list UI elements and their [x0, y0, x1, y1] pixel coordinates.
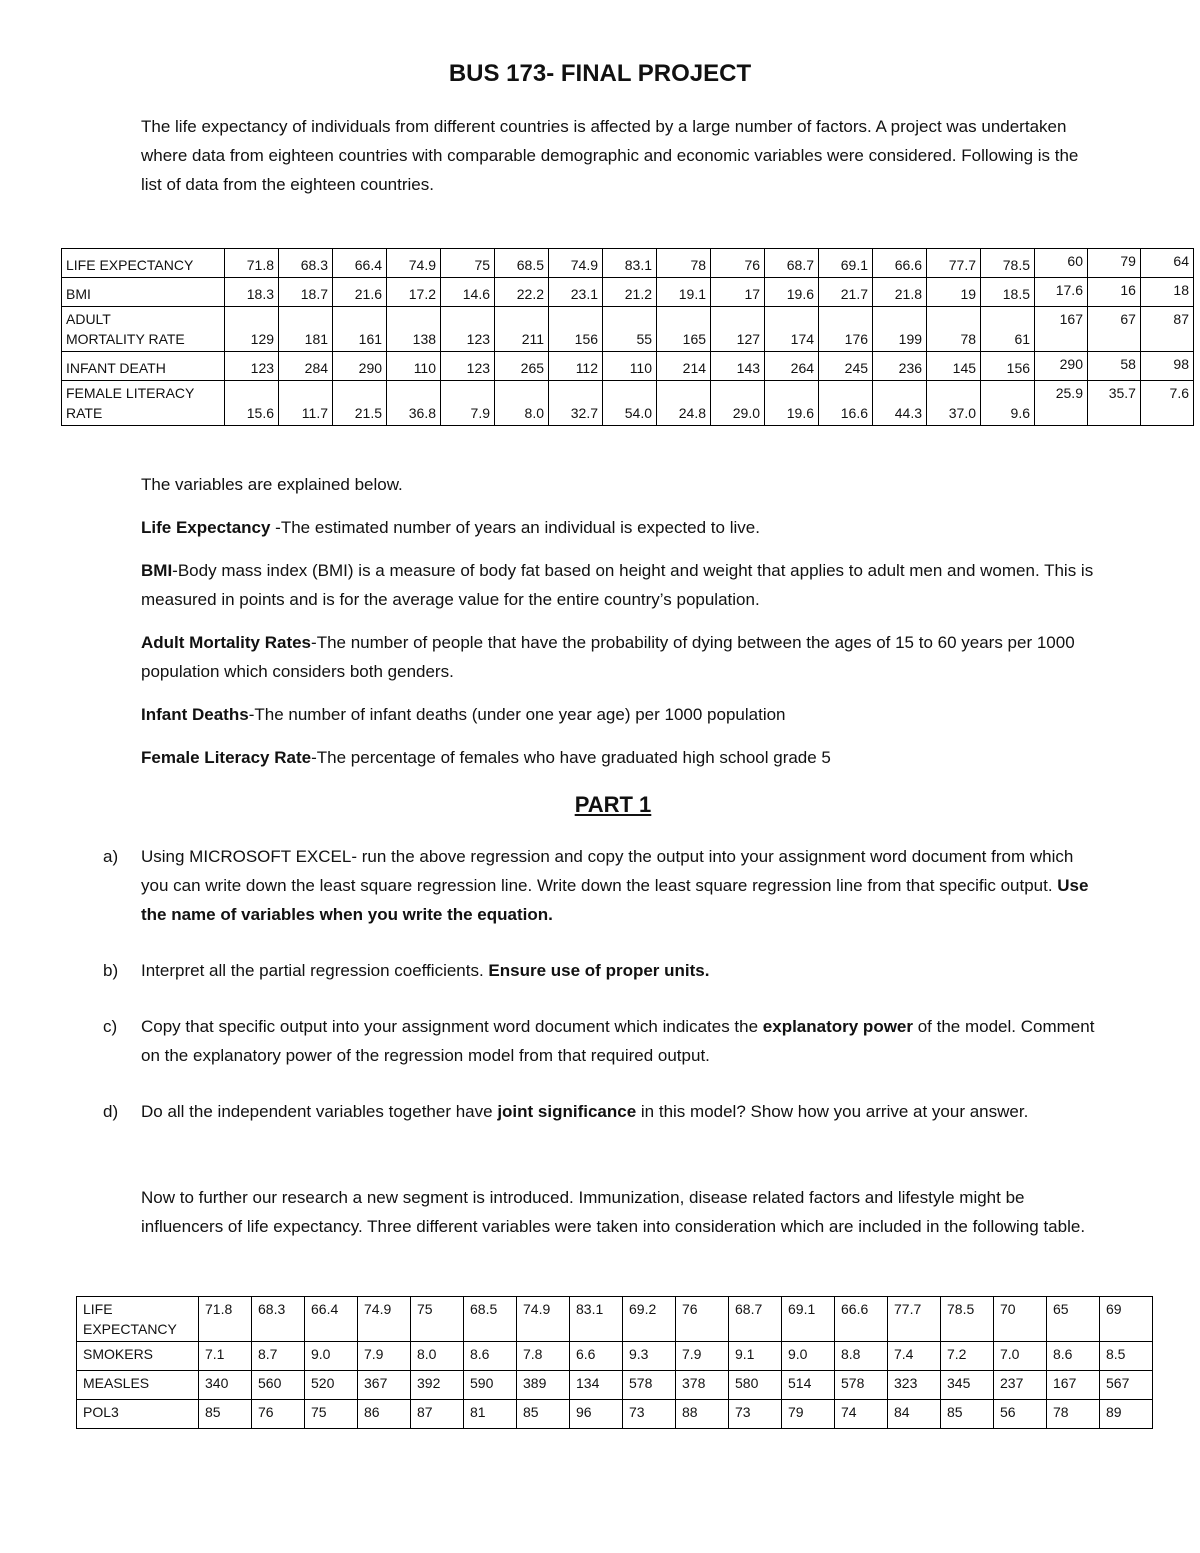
table-cell: 290 [333, 352, 387, 381]
table-cell: 110 [603, 352, 657, 381]
table-cell: 8.6 [1047, 1342, 1100, 1371]
question-letter: c) [103, 1017, 118, 1036]
table-cell: 68.7 [729, 1297, 782, 1342]
table-cell: 98 [1140, 352, 1193, 381]
table-cell: 76 [252, 1400, 305, 1429]
table-cell: 8.0 [495, 381, 549, 426]
row-label-line: FEMALE LITERACY [66, 385, 195, 401]
table-cell: 138 [387, 307, 441, 352]
question-text: in this model? Show how you arrive at your answer. [636, 1102, 1029, 1121]
row-label [62, 307, 225, 352]
table-cell: 69.2 [623, 1297, 676, 1342]
table-cell: 8.6 [464, 1342, 517, 1371]
question-list [103, 842, 1103, 1153]
question-emphasis: joint significance [497, 1102, 637, 1121]
definition-term: BMI [141, 561, 173, 580]
part-heading: PART 1 [574, 792, 652, 817]
table-cell: 174 [765, 307, 819, 352]
table-cell: 7.9 [441, 381, 495, 426]
table-cell: 9.6 [981, 381, 1035, 426]
table-cell: 74.9 [549, 249, 603, 278]
definition-text: The number of people that have the probability of dying between the ages of 15 to 60 years per 1000 population which considers both genders. [141, 633, 1075, 681]
table-cell: 8.5 [1100, 1342, 1153, 1371]
table-cell: 265 [495, 352, 549, 381]
table-cell: 236 [873, 352, 927, 381]
table-cell: 18.5 [981, 278, 1035, 307]
table-cell: 19.1 [657, 278, 711, 307]
table-cell: 18 [1140, 278, 1193, 307]
table-cell: 176 [819, 307, 873, 352]
table-cell: 86 [358, 1400, 411, 1429]
table-cell: 19 [927, 278, 981, 307]
immunization-data-table [76, 1296, 1153, 1429]
table-cell: 32.7 [549, 381, 603, 426]
table-cell: 123 [441, 307, 495, 352]
table-cell: 340 [199, 1371, 252, 1400]
definition-text: The number of infant deaths (under one year age) per 1000 population [254, 705, 786, 724]
table-cell: 21.8 [873, 278, 927, 307]
table-cell: 74.9 [517, 1297, 570, 1342]
table-cell: 68.3 [279, 249, 333, 278]
row-label [62, 381, 225, 426]
table-cell: 578 [835, 1371, 888, 1400]
table-cell: 165 [657, 307, 711, 352]
table-cell: 7.6 [1140, 381, 1193, 426]
table-cell: 560 [252, 1371, 305, 1400]
table-cell: 74 [835, 1400, 888, 1429]
table-cell: 21.6 [333, 278, 387, 307]
table-cell: 84 [888, 1400, 941, 1429]
table-cell: 15.6 [225, 381, 279, 426]
table-cell: 68.5 [495, 249, 549, 278]
definition-text: Body mass index (BMI) is a measure of body fat based on height and weight that applies to adult men and women. This is measured in points and is for the average value for the entire country’s population. [141, 561, 1094, 609]
table-cell: 11.7 [279, 381, 333, 426]
table-cell: 96 [570, 1400, 623, 1429]
table-cell: 112 [549, 352, 603, 381]
table-cell: 74.9 [358, 1297, 411, 1342]
table-cell: 578 [623, 1371, 676, 1400]
row-label: INFANT DEATH [62, 352, 225, 381]
table-row [62, 352, 1194, 381]
table-cell: 79 [1087, 249, 1140, 278]
table-cell: 78.5 [941, 1297, 994, 1342]
definition-term: Female Literacy Rate [141, 748, 312, 767]
table-cell: 6.6 [570, 1342, 623, 1371]
table-cell: 345 [941, 1371, 994, 1400]
table-cell: 16 [1087, 278, 1140, 307]
page-title: BUS 173- FINAL PROJECT [448, 60, 752, 87]
table-cell: 85 [517, 1400, 570, 1429]
definition [141, 743, 1101, 772]
table-cell: 17.6 [1035, 278, 1088, 307]
table-cell: 21.2 [603, 278, 657, 307]
table-cell: 89 [1100, 1400, 1153, 1429]
table-cell: 25.9 [1035, 381, 1088, 426]
table-cell: 87 [411, 1400, 464, 1429]
table-cell: 69.1 [819, 249, 873, 278]
table-cell: 83.1 [603, 249, 657, 278]
table-cell: 74.9 [387, 249, 441, 278]
table-cell: 37.0 [927, 381, 981, 426]
row-label: SMOKERS [77, 1342, 199, 1371]
table-row [77, 1400, 1153, 1429]
definition-text: The percentage of females who have graduated high school grade 5 [316, 748, 831, 767]
table-cell: 75 [411, 1297, 464, 1342]
table-cell: 66.6 [873, 249, 927, 278]
table-cell: 21.7 [819, 278, 873, 307]
variables-intro: The variables are explained below. [141, 475, 403, 494]
table-cell: 83.1 [570, 1297, 623, 1342]
table-cell: 23.1 [549, 278, 603, 307]
table-cell: 7.0 [994, 1342, 1047, 1371]
table-cell: 76 [711, 249, 765, 278]
question-d [103, 1097, 1103, 1126]
question-emphasis: Use the name of variables when you write the equation. [141, 876, 1089, 924]
table-cell: 69 [1100, 1297, 1153, 1342]
table-cell: 580 [729, 1371, 782, 1400]
definition-term: Adult Mortality Rates [141, 633, 312, 652]
table-cell: 61 [981, 307, 1035, 352]
table-cell: 18.7 [279, 278, 333, 307]
table-cell: 73 [729, 1400, 782, 1429]
table-cell: 60 [1035, 249, 1088, 278]
table-cell: 19.6 [765, 381, 819, 426]
table-cell: 134 [570, 1371, 623, 1400]
question-text: Copy that specific output into your assignment word document which indicates the [141, 1017, 763, 1036]
row-label-line: LIFE [83, 1301, 113, 1317]
table-cell: 181 [279, 307, 333, 352]
table-row [62, 249, 1194, 278]
table-cell: 75 [441, 249, 495, 278]
table-cell: 36.8 [387, 381, 441, 426]
table-cell: 35.7 [1087, 381, 1140, 426]
table-cell: 78 [927, 307, 981, 352]
table-cell: 68.5 [464, 1297, 517, 1342]
question-b [103, 956, 1103, 985]
table-cell: 64 [1140, 249, 1193, 278]
definition-separator: - [270, 518, 281, 537]
question-text: Interpret all the partial regression coefficients. [141, 961, 489, 980]
row-label: LIFE EXPECTANCY [62, 249, 225, 278]
table-cell: 9.0 [305, 1342, 358, 1371]
table-cell: 18.3 [225, 278, 279, 307]
table-cell: 81 [464, 1400, 517, 1429]
table-cell: 66.4 [305, 1297, 358, 1342]
question-emphasis: explanatory power [762, 1017, 913, 1036]
table-cell: 79 [782, 1400, 835, 1429]
table-cell: 87 [1140, 307, 1193, 352]
table-row [62, 381, 1194, 426]
table-cell: 167 [1035, 307, 1088, 352]
table-cell: 68.7 [765, 249, 819, 278]
question-c [103, 1012, 1103, 1070]
table-cell: 129 [225, 307, 279, 352]
table-cell: 69.1 [782, 1297, 835, 1342]
table-cell: 110 [387, 352, 441, 381]
table-cell: 77.7 [888, 1297, 941, 1342]
question-text: Do all the independent variables together have [141, 1102, 498, 1121]
table-cell: 237 [994, 1371, 1047, 1400]
intro-paragraph: The life expectancy of individuals from different countries is affected by a large number of factors. A project was undertaken where data from eighteen countries with comparable demographic and economic variables were considered. Following is the list of data from the eighteen countries. [141, 117, 1079, 194]
table-cell: 77.7 [927, 249, 981, 278]
table-cell: 76 [676, 1297, 729, 1342]
table-cell: 54.0 [603, 381, 657, 426]
question-emphasis: Ensure use of proper units. [488, 961, 710, 980]
table-row [62, 278, 1194, 307]
table-cell: 7.4 [888, 1342, 941, 1371]
table-row [77, 1342, 1153, 1371]
country-data-table [61, 248, 1194, 426]
table-cell: 161 [333, 307, 387, 352]
table-cell: 378 [676, 1371, 729, 1400]
table-cell: 85 [199, 1400, 252, 1429]
table-cell: 323 [888, 1371, 941, 1400]
table-cell: 367 [358, 1371, 411, 1400]
table-cell: 65 [1047, 1297, 1100, 1342]
table-cell: 123 [441, 352, 495, 381]
table-cell: 75 [305, 1400, 358, 1429]
definition-term: Infant Deaths [141, 705, 249, 724]
table-cell: 167 [1047, 1371, 1100, 1400]
definition-separator: - [172, 561, 178, 580]
table-cell: 78.5 [981, 249, 1035, 278]
table-cell: 145 [927, 352, 981, 381]
table-cell: 211 [495, 307, 549, 352]
segment-paragraph: Now to further our research a new segment is introduced. Immunization, disease related factors and lifestyle might be influencers of life expectancy. Three different variables were taken into consideration which are included in the following table. [141, 1188, 1086, 1236]
table-row [62, 307, 1194, 352]
table-cell: 7.1 [199, 1342, 252, 1371]
variable-definitions [141, 470, 1101, 786]
row-label: POL3 [77, 1400, 199, 1429]
table-cell: 21.5 [333, 381, 387, 426]
definition [141, 628, 1101, 686]
table-cell: 8.8 [835, 1342, 888, 1371]
row-label-line: RATE [66, 405, 103, 421]
table-cell: 7.9 [358, 1342, 411, 1371]
table-cell: 85 [941, 1400, 994, 1429]
table-cell: 14.6 [441, 278, 495, 307]
table-cell: 9.0 [782, 1342, 835, 1371]
table-cell: 9.1 [729, 1342, 782, 1371]
row-label-line: ADULT [66, 311, 111, 327]
table-cell: 123 [225, 352, 279, 381]
row-label: MEASLES [77, 1371, 199, 1400]
table-cell: 73 [623, 1400, 676, 1429]
table-cell: 88 [676, 1400, 729, 1429]
definition-separator: - [311, 748, 317, 767]
table-cell: 70 [994, 1297, 1047, 1342]
question-letter: d) [103, 1102, 119, 1121]
table-cell: 17 [711, 278, 765, 307]
row-label [77, 1297, 199, 1342]
table-cell: 19.6 [765, 278, 819, 307]
table-cell: 8.7 [252, 1342, 305, 1371]
definition [141, 700, 1101, 729]
table-cell: 66.4 [333, 249, 387, 278]
definition-separator: - [248, 705, 255, 724]
definition-text: The estimated number of years an individual is expected to live. [280, 518, 760, 537]
question-text: Using MICROSOFT EXCEL- run the above regression and copy the output into your assignment word document from which you can write down the least square regression line. Write down the least square regression line from that specific output. [141, 847, 1074, 895]
table-row [77, 1297, 1153, 1342]
table-cell: 264 [765, 352, 819, 381]
table-cell: 44.3 [873, 381, 927, 426]
table-cell: 199 [873, 307, 927, 352]
table-cell: 127 [711, 307, 765, 352]
table-cell: 9.3 [623, 1342, 676, 1371]
definition-separator: - [311, 633, 317, 652]
table-cell: 29.0 [711, 381, 765, 426]
row-label-line: EXPECTANCY [83, 1321, 177, 1337]
table-cell: 78 [657, 249, 711, 278]
table-cell: 68.3 [252, 1297, 305, 1342]
table-cell: 7.9 [676, 1342, 729, 1371]
question-text: of the model. Comment on the explanatory power of the regression model from that required output. [141, 1017, 1095, 1065]
table-cell: 590 [464, 1371, 517, 1400]
table-cell: 67 [1087, 307, 1140, 352]
table-cell: 214 [657, 352, 711, 381]
table-cell: 7.8 [517, 1342, 570, 1371]
table-cell: 24.8 [657, 381, 711, 426]
table-cell: 56 [994, 1400, 1047, 1429]
table-cell: 8.0 [411, 1342, 464, 1371]
definition [141, 556, 1101, 614]
table-cell: 58 [1087, 352, 1140, 381]
row-label: BMI [62, 278, 225, 307]
table-cell: 71.8 [199, 1297, 252, 1342]
table-cell: 290 [1035, 352, 1088, 381]
table-row [77, 1371, 1153, 1400]
table-cell: 22.2 [495, 278, 549, 307]
definition [141, 513, 1101, 542]
definition-term: Life Expectancy [141, 518, 271, 537]
table-cell: 55 [603, 307, 657, 352]
table-cell: 284 [279, 352, 333, 381]
table-cell: 245 [819, 352, 873, 381]
table-cell: 17.2 [387, 278, 441, 307]
question-a [103, 842, 1103, 929]
table-cell: 389 [517, 1371, 570, 1400]
table-cell: 567 [1100, 1371, 1153, 1400]
table-cell: 156 [549, 307, 603, 352]
table-cell: 7.2 [941, 1342, 994, 1371]
question-letter: b) [103, 961, 119, 980]
table-cell: 392 [411, 1371, 464, 1400]
table-cell: 520 [305, 1371, 358, 1400]
question-letter: a) [103, 847, 119, 866]
table-cell: 143 [711, 352, 765, 381]
table-cell: 78 [1047, 1400, 1100, 1429]
table-cell: 514 [782, 1371, 835, 1400]
table-cell: 71.8 [225, 249, 279, 278]
table-cell: 66.6 [835, 1297, 888, 1342]
row-label-line: MORTALITY RATE [66, 331, 185, 347]
table-cell: 16.6 [819, 381, 873, 426]
table-cell: 156 [981, 352, 1035, 381]
